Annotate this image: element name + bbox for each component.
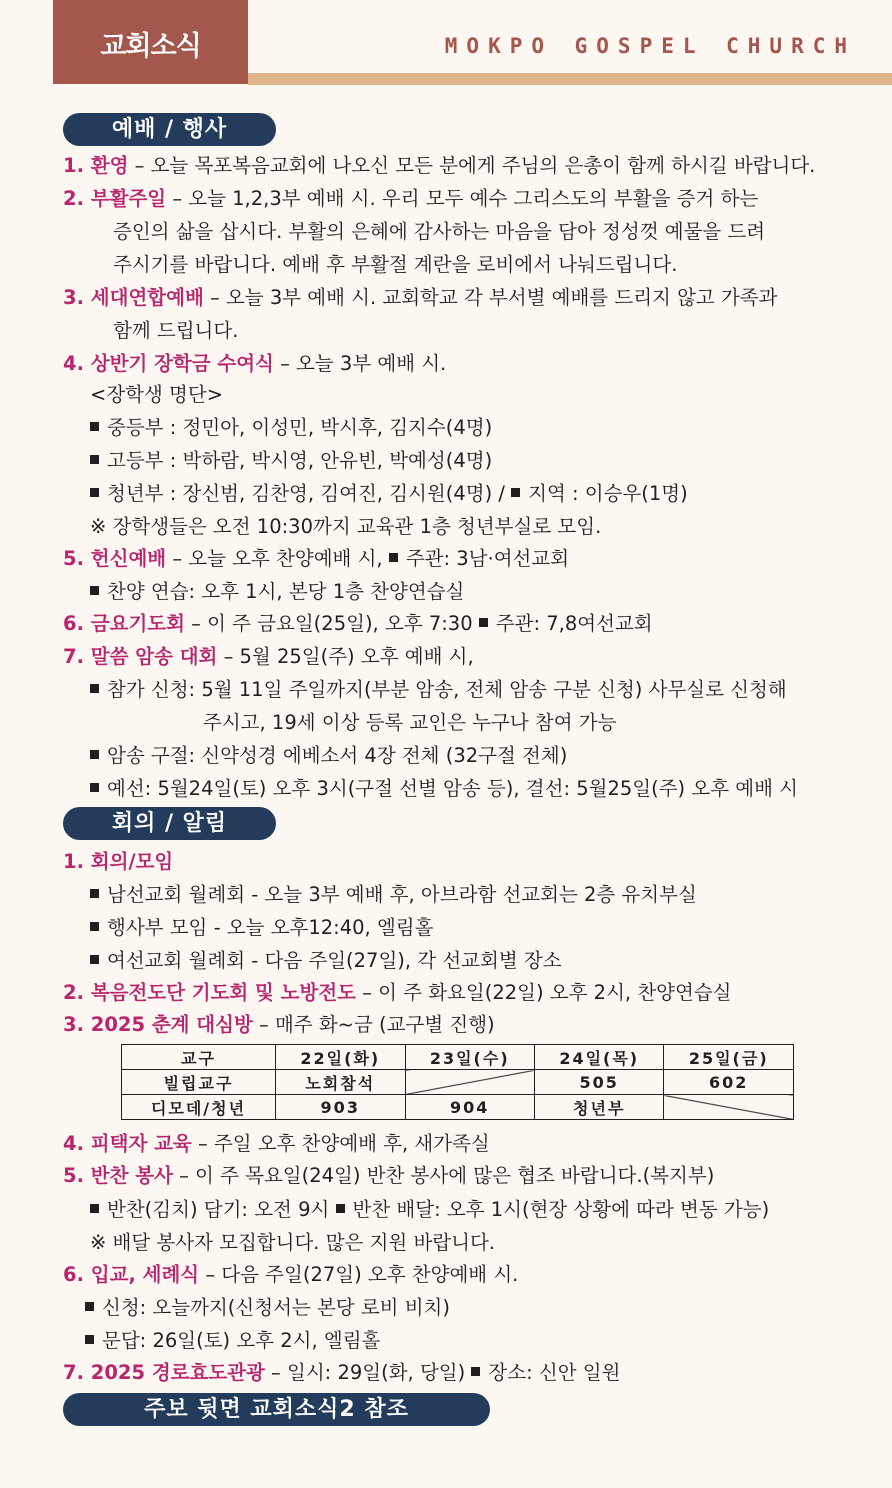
baptism-interview: 문답: 26일(토) 오후 2시, 엘림홀 (85, 1329, 380, 1353)
bullet-icon (90, 783, 99, 792)
bullet-icon (85, 1335, 94, 1344)
meeting-item-1: 1. 회의/모임 (63, 850, 174, 873)
table-cell-empty (405, 1070, 534, 1095)
table-cell: 505 (534, 1070, 663, 1095)
scholarship-middle: 중등부 : 정민아, 이성민, 박시후, 김지수(4명) (90, 416, 492, 440)
bullet-icon (90, 1204, 99, 1213)
bullet-icon (90, 488, 99, 497)
table-cell: 노회참석 (276, 1070, 405, 1095)
table-cell: 디모데/청년 (122, 1095, 276, 1120)
bullet-icon (90, 922, 99, 931)
table-row (122, 1070, 794, 1095)
header-title: 교회소식 (100, 31, 201, 62)
worship-item-7: 7. 말씀 암송 대회 – 5월 25일(주) 오후 예배 시, (63, 645, 474, 668)
header-rule (248, 73, 892, 85)
worship-item-6: 6. 금요기도회 – 이 주 금요일(25일), 오후 7:30 주관: 7,8여선교회 (63, 612, 653, 635)
worship-item-3: 3. 세대연합예배 – 오늘 3부 예배 시. 교회학교 각 부서별 예배를 드리지 않고 가족과 (63, 286, 778, 309)
meeting-item-2: 2. 복음전도단 기도회 및 노방전도 – 이 주 화요일(22일) 오후 2시, 찬양연습실 (63, 981, 732, 1004)
worship-item-1: 1. 환영 – 오늘 목포복음교회에 나오신 모든 분에게 주님의 은총이 함께 하시길 바랍니다. (63, 154, 816, 177)
bullet-icon (90, 455, 99, 464)
recitation-registration-line2: 주시고, 19세 이상 등록 교인은 누구나 참여 가능 (203, 711, 617, 734)
table-cell: 602 (664, 1070, 794, 1095)
scholarship-youth: 청년부 : 장신범, 김찬영, 김여진, 김시원(4명) / 지역 : 이승우(1명) (90, 482, 688, 506)
worship-item-2-line2: 증인의 삶을 삽시다. 부활의 은혜에 감사하는 마음을 담아 정성껏 예물을 드려 (113, 220, 766, 243)
bullet-icon (90, 422, 99, 431)
bullet-icon (90, 955, 99, 964)
bullet-icon (336, 1204, 345, 1213)
meeting-item-3: 3. 2025 춘계 대심방 – 매주 화~금 (교구별 진행) (63, 1013, 495, 1036)
worship-item-5: 5. 헌신예배 – 오늘 오후 찬양예배 시, 주관: 3남·여선교회 (63, 547, 570, 570)
table-header-cell: 교구 (122, 1045, 276, 1070)
worship-item-3-line2: 함께 드립니다. (113, 319, 239, 342)
bullet-icon (511, 488, 520, 497)
meeting-item-7: 7. 2025 경로효도관광 – 일시: 29일(화, 당일) 장소: 신안 일원 (63, 1361, 621, 1384)
table-header-cell: 25일(금) (664, 1045, 794, 1070)
bullet-icon (471, 1367, 480, 1376)
bullet-icon (479, 618, 488, 627)
meeting-men-monthly: 남선교회 월례회 - 오늘 3부 예배 후, 아브라함 선교회는 2층 유치부실 (90, 883, 697, 907)
bullet-icon (90, 586, 99, 595)
table-cell: 903 (276, 1095, 405, 1120)
table-cell: 빌립교구 (122, 1070, 276, 1095)
meeting-item-6: 6. 입교, 세례식 – 다음 주일(27일) 오후 찬양예배 시. (63, 1263, 519, 1286)
worship-item-4: 4. 상반기 장학금 수여식 – 오늘 3부 예배 시. (63, 352, 447, 375)
table-header-cell: 24일(목) (534, 1045, 663, 1070)
bullet-icon (389, 553, 398, 562)
meeting-item-5: 5. 반찬 봉사 – 이 주 목요일(24일) 반찬 봉사에 많은 협조 바랍니다.(복지부) (63, 1164, 715, 1187)
footer-reference-banner: 주보 뒷면 교회소식2 참조 (63, 1393, 490, 1426)
recitation-verses: 암송 구절: 신약성경 에베소서 4장 전체 (32구절 전체) (90, 744, 567, 768)
worship-item-2-line3: 주시기를 바랍니다. 예배 후 부활절 계란을 로비에서 나눠드립니다. (113, 253, 678, 276)
meeting-women-monthly: 여선교회 월례회 - 다음 주일(27일), 각 선교회별 장소 (90, 949, 562, 973)
table-cell: 904 (405, 1095, 534, 1120)
table-cell: 청년부 (534, 1095, 663, 1120)
table-row (122, 1095, 794, 1120)
church-name-en: MOKPO GOSPEL CHURCH (444, 34, 856, 58)
section-worship-title: 예배 / 행사 (63, 113, 276, 146)
section-meeting-title: 회의 / 알림 (63, 807, 276, 840)
table-header-cell: 22일(화) (276, 1045, 405, 1070)
bullet-icon (90, 750, 99, 759)
table-cell-empty (664, 1095, 794, 1120)
recitation-registration: 참가 신청: 5월 11일 주일까지(부분 암송, 전체 암송 구분 신청) 사무실로 신청해 (90, 678, 787, 702)
scholarship-list-title: <장학생 명단> (90, 383, 224, 406)
meeting-events-dept: 행사부 모임 - 오늘 오후12:40, 엘림홀 (90, 916, 433, 940)
scholarship-note: ※ 장학생들은 오전 10:30까지 교육관 1층 청년부실로 모임. (90, 515, 602, 538)
side-dish-note: ※ 배달 봉사자 모집합니다. 많은 지원 바랍니다. (90, 1231, 495, 1254)
meeting-item-4: 4. 피택자 교육 – 주일 오후 찬양예배 후, 새가족실 (63, 1132, 490, 1155)
worship-item-2: 2. 부활주일 – 오늘 1,2,3부 예배 시. 우리 모두 예수 그리스도의 부활을 증거 하는 (63, 187, 759, 210)
header-tab (53, 0, 248, 84)
bullet-icon (90, 889, 99, 898)
table-header-row (122, 1045, 794, 1070)
baptism-application: 신청: 오늘까지(신청서는 본당 로비 비치) (85, 1296, 450, 1320)
visitation-schedule-table (121, 1044, 794, 1120)
table-header-cell: 23일(수) (405, 1045, 534, 1070)
bullet-icon (85, 1302, 94, 1311)
bullet-icon (90, 684, 99, 693)
scholarship-high: 고등부 : 박하람, 박시영, 안유빈, 박예성(4명) (90, 449, 492, 473)
worship-item-5-practice: 찬양 연습: 오후 1시, 본당 1층 찬양연습실 (90, 580, 464, 604)
recitation-schedule: 예선: 5월24일(토) 오후 3시(구절 선별 암송 등), 결선: 5월25일(주) 오후 예배 시 (90, 777, 798, 801)
side-dish-details: 반찬(김치) 담기: 오전 9시 반찬 배달: 오후 1시(현장 상황에 따라 변동 가능) (90, 1198, 769, 1222)
